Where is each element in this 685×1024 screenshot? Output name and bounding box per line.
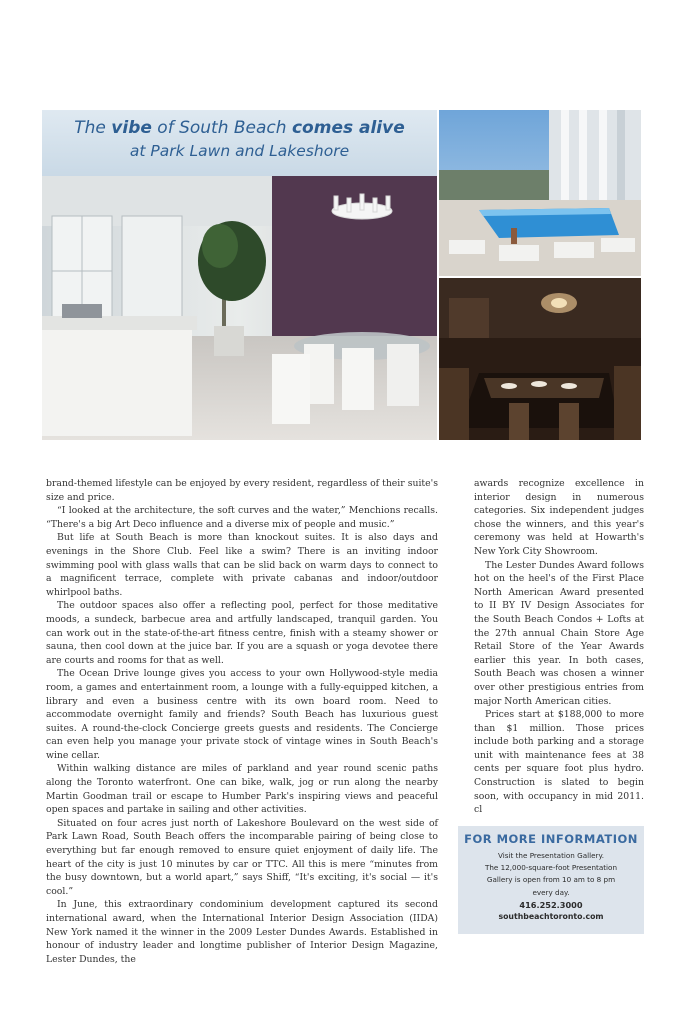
article-paragraph: Within walking distance are miles of parkland and year round scenic paths along the Toronto waterfront. One can bike, walk, jog or run along the nearby Martin Goodman trail or escape to Humber Park's inspiring views and peaceful open spaces and partake in sailing and other activities. <box>46 763 438 816</box>
pool-terrace-photo <box>439 110 641 276</box>
article-paragraph: “I looked at the architecture, the soft curves and the water,” Menchions recalls. “There's a big Art Deco influence and a diverse mix of people and music.” <box>46 505 438 530</box>
headline-banner <box>42 110 437 176</box>
dining-room-photo <box>439 278 641 440</box>
headline-emphasis-vibe: vibe <box>111 118 152 138</box>
info-box-phone: 416.252.3000 <box>519 899 583 910</box>
article-paragraph: But life at South Beach is more than knockout suites. It is also days and evenings in the Shore Club. Feel like a swim? There is an inviting indoor swimming pool with glass walls that can be slid back on warm days to connect to a magnificent terrace, complete with private cabanas and indoor/outdoor whirlpool baths. <box>46 532 438 598</box>
info-box-line: Gallery is open from 10 am to 8 pm <box>486 875 616 885</box>
interior-photo <box>42 176 437 440</box>
headline-text: The <box>74 118 112 138</box>
info-box-line: The 12,000-square-foot Presentation <box>484 863 618 873</box>
article-paragraph: The Ocean Drive lounge gives you access to your own Hollywood-style media room, a games and entertainment room, a lounge with a fully-equipped kitchen, a library and even a business centre with its own board room. Need to accommodate overnight family and friends? South Beach has luxurious guest suites. A round-the-clock Concierge greets guests and residents. The Concierge can even help you manage your private stock of vintage wines in South Beach's wine cellar. <box>46 668 438 761</box>
headline-emphasis-comes-alive: comes alive <box>291 118 405 138</box>
article-paragraph: Prices start at $188,000 to more than $1 million. Those prices include both parking and a storage unit with maintenance fees at 38 cents per square foot plus hydro. Construction is slated to begin soon, with occupancy in mid 2011. cl <box>474 709 644 816</box>
article-paragraph: Situated on four acres just north of Lakeshore Boulevard on the west side of Park Lawn Road, South Beach offers the incomparable pairing of being close to everything but far enough removed to ensure quiet enjoyment of daily life. The heart of the city is just 10 minutes by car or TTC. All this is mere “minutes from the busy downtown, but a world apart,” says Shiff, “It's exciting, it's social — it's cool.” <box>46 817 438 897</box>
info-box-line: Visit the Presentation Gallery. <box>498 851 604 860</box>
article-paragraph: The Lester Dundes Award follows hot on the heel's of the First Place North American Award presented to II BY IV Design Associates for the South Beach Condos + Lofts at the 27th annual Chain Store Age Retail Store of the Year Awards earlier this year. In both cases, South Beach was chosen a winner over other prestigious entries from major North American cities. <box>474 559 644 707</box>
headline-line-2: at Park Lawn and Lakeshore <box>129 142 350 160</box>
article-paragraph: The outdoor spaces also offer a reflecting pool, perfect for those meditative moods, a sundeck, barbecue area and artfully landscaped, tranquil garden. You can work out in the state-of-the-art fitness centre, finish with a steamy shower or sauna, then cool down at the juice bar. If you are a squash or yoga devotee there are courts and rooms for that as well. <box>46 600 438 666</box>
article-paragraph: brand-themed lifestyle can be enjoyed by every resident, regardless of their suite's size and price. <box>46 478 438 503</box>
info-box-title: FOR MORE INFORMATION <box>464 832 638 846</box>
headline-text: of South Beach <box>151 118 292 138</box>
info-box-line: every day. <box>532 887 570 897</box>
info-box <box>458 826 644 934</box>
headline-line-1 <box>42 118 437 138</box>
info-box-website: southbeachtoronto.com <box>498 911 604 921</box>
article-paragraph: In June, this extraordinary condominium development captured its second international award, when the International Interior Design Association (IIDA) New York named it the winner in the 2009 Lester Dundes Awards. Established in honour of industry leader and longtime publisher of Interior Design Magazine, Lester Dundes, the <box>46 899 438 965</box>
article-paragraph: awards recognize excellence in interior design in numerous categories. Six independent judges chose the winners, and this year's ceremony was held at Howarth's New York City Showroom. <box>474 478 644 557</box>
article-column-left <box>46 477 438 966</box>
article-column-right <box>474 477 644 817</box>
